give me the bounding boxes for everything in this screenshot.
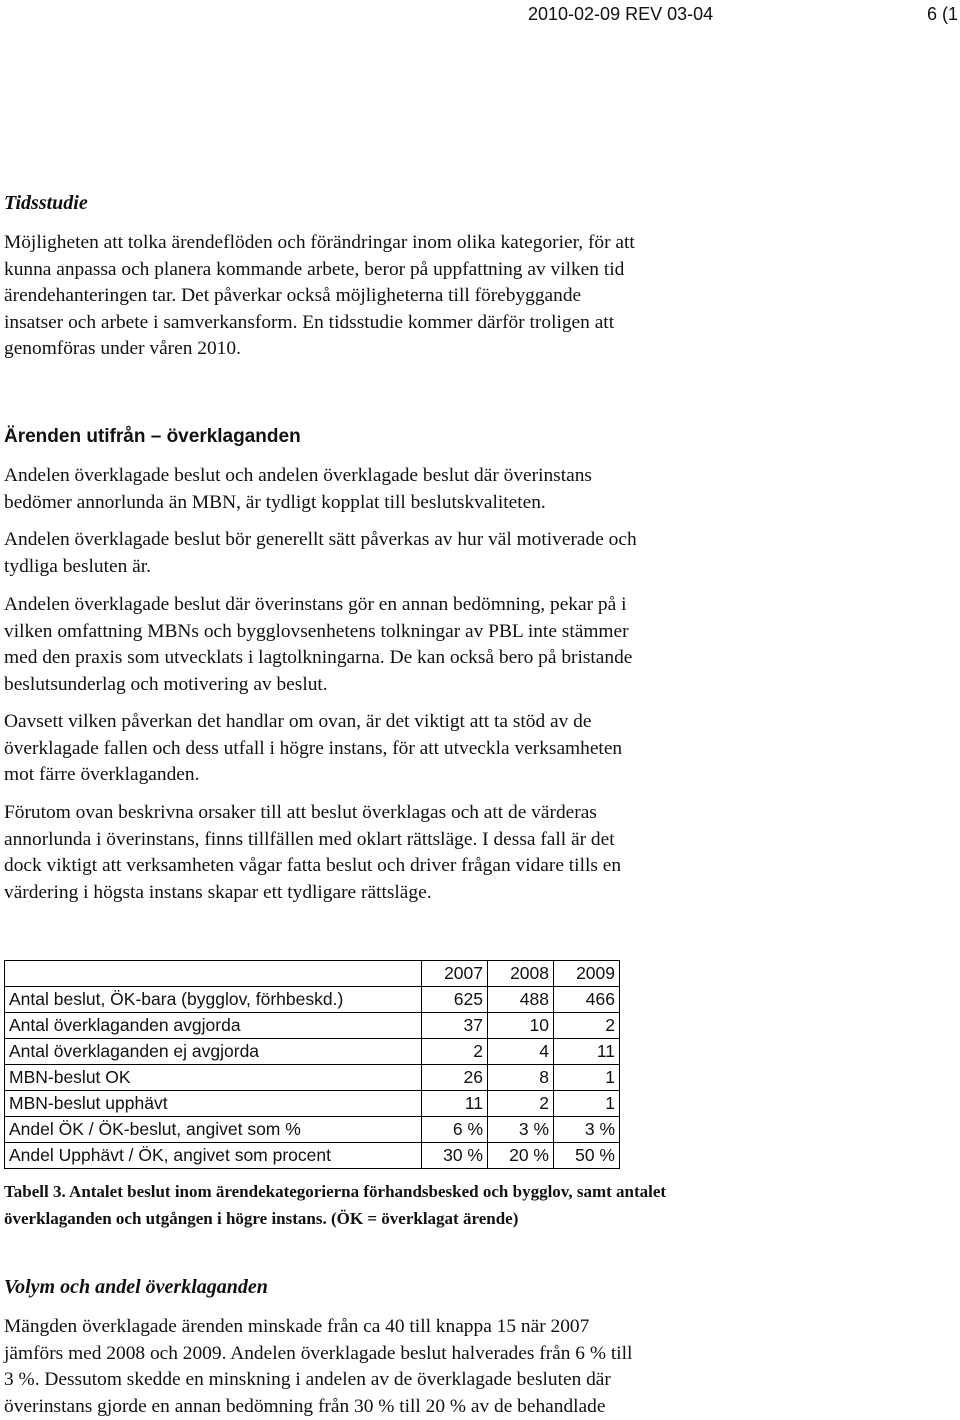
header-page-number: 6 (1 (926, 4, 958, 24)
table-row-label: MBN-beslut upphävt (5, 1091, 422, 1117)
paragraph-volym (4, 1314, 764, 1420)
text-line: genomföras under våren 2010. (4, 338, 241, 360)
table-cell: 4 (488, 1039, 554, 1065)
text-line: beslutsunderlag och motivering av beslut. (4, 673, 328, 695)
table-row (5, 1143, 620, 1169)
text-line: överklagade fallen och dess utfall i högre instans, för att utveckla verksamheten (4, 737, 623, 759)
header-date-revision: 2010-02-09 REV 03-04 (528, 4, 714, 24)
caption-line: Tabell 3. Antalet beslut inom ärendekategorierna förhandsbesked och bygglov, samt antalet (4, 1182, 667, 1201)
table-cell: 26 (422, 1065, 488, 1091)
text-line: Oavsett vilken påverkan det handlar om ovan, är det viktigt att ta stöd av de (4, 711, 592, 732)
text-line: Mängden överklagade ärenden minskade från ca 40 till knappa 15 när 2007 (4, 1316, 590, 1337)
table-row (5, 1117, 620, 1143)
paragraph-overklaganden-1 (4, 463, 764, 516)
text-line: Förutom ovan beskrivna orsaker till att beslut överklagas och att de värderas (4, 802, 597, 823)
paragraph-overklaganden-2 (4, 527, 764, 580)
table-caption (4, 1178, 954, 1232)
table-cell: 488 (488, 987, 554, 1013)
table-header-row (5, 961, 620, 987)
table-cell: 10 (488, 1013, 554, 1039)
text-line: Andelen överklagade beslut där överinstans gör en annan bedömning, pekar på i (4, 594, 627, 615)
text-line: tydliga besluten är. (4, 555, 152, 577)
text-line: överinstans gjorde en annan bedömning från 30 % till 20 % av de behandlade (4, 1395, 606, 1417)
paragraph-overklaganden-5 (4, 800, 764, 906)
table-header-year: 2008 (488, 961, 554, 987)
table-cell: 2 (554, 1013, 620, 1039)
text-line: dock viktigt att verksamheten vågar fatta beslut och driver frågan vidare tills en (4, 855, 622, 877)
table-cell: 625 (422, 987, 488, 1013)
table-row (5, 987, 620, 1013)
caption-line: överklaganden och utgången i högre instans. (ÖK = överklagat ärende) (4, 1209, 519, 1228)
text-line: annorlunda i överinstans, finns tillfällen med oklart rättsläge. I dessa fall är det (4, 828, 615, 850)
paragraph-overklaganden-4 (4, 709, 764, 789)
heading-volym: Volym och andel överklaganden (4, 1276, 268, 1298)
table-cell: 466 (554, 987, 620, 1013)
table-row-label: Andel Upphävt / ÖK, angivet som procent (5, 1143, 422, 1169)
table-row-label: MBN-beslut OK (5, 1065, 422, 1091)
table-row-label: Andel ÖK / ÖK-beslut, angivet som % (5, 1117, 422, 1143)
table-cell: 11 (422, 1091, 488, 1117)
table-row (5, 1091, 620, 1117)
text-line: Möjligheten att tolka ärendeflöden och förändringar inom olika kategorier, för att (4, 232, 635, 253)
table-cell: 2 (422, 1039, 488, 1065)
table-cell: 6 % (422, 1117, 488, 1143)
paragraph-overklaganden-3 (4, 592, 764, 698)
table-cell: 20 % (488, 1143, 554, 1169)
table-cell: 50 % (554, 1143, 620, 1169)
table-header-year: 2009 (554, 961, 620, 987)
text-line: bedömer annorlunda än MBN, är tydligt kopplat till beslutskvaliteten. (4, 491, 546, 513)
table-row-label: Antal överklaganden ej avgjorda (5, 1039, 422, 1065)
table-header-blank (5, 961, 422, 987)
table-header-year: 2007 (422, 961, 488, 987)
text-line: Andelen överklagade beslut och andelen överklagade beslut där överinstans (4, 465, 592, 486)
text-line: Andelen överklagade beslut bör generellt sätt påverkas av hur väl motiverade och (4, 529, 637, 550)
table-row (5, 1039, 620, 1065)
table-cell: 37 (422, 1013, 488, 1039)
table-cell: 1 (554, 1065, 620, 1091)
heading-overklaganden: Ärenden utifrån – överklaganden (4, 426, 301, 447)
table-cell: 1 (554, 1091, 620, 1117)
table-cell: 8 (488, 1065, 554, 1091)
table-cell: 30 % (422, 1143, 488, 1169)
statistics-table (4, 960, 620, 1169)
text-line: mot färre överklaganden. (4, 764, 200, 786)
text-line: insatser och arbete i samverkansform. En tidsstudie kommer därför troligen att (4, 311, 615, 333)
text-line: kunna anpassa och planera kommande arbete, beror på uppfattning av vilken tid (4, 258, 625, 280)
text-line: 3 %. Dessutom skedde en minskning i andelen av de överklagade besluten där (4, 1369, 611, 1391)
text-line: värdering i högsta instans skapar ett tydligare rättsläge. (4, 881, 432, 903)
text-line: med den praxis som utvecklats i lagtolkningarna. De kan också bero på bristande (4, 647, 633, 669)
text-line: jämförs med 2008 och 2009. Andelen överklagade beslut halverades från 6 % till (4, 1342, 633, 1364)
table-row (5, 1013, 620, 1039)
text-line: ärendehanteringen tar. Det påverkar också möjligheterna till förebyggande (4, 285, 582, 307)
heading-tidsstudie: Tidsstudie (4, 192, 88, 214)
table-cell: 3 % (488, 1117, 554, 1143)
table-cell: 11 (554, 1039, 620, 1065)
table-cell: 3 % (554, 1117, 620, 1143)
page-header (528, 2, 960, 26)
table-cell: 2 (488, 1091, 554, 1117)
table-row (5, 1065, 620, 1091)
table-row-label: Antal överklaganden avgjorda (5, 1013, 422, 1039)
paragraph-tidsstudie (4, 230, 764, 363)
text-line: vilken omfattning MBNs och bygglovsenhetens tolkningar av PBL inte stämmer (4, 620, 629, 642)
table-row-label: Antal beslut, ÖK-bara (bygglov, förhbeskd.) (5, 987, 422, 1013)
